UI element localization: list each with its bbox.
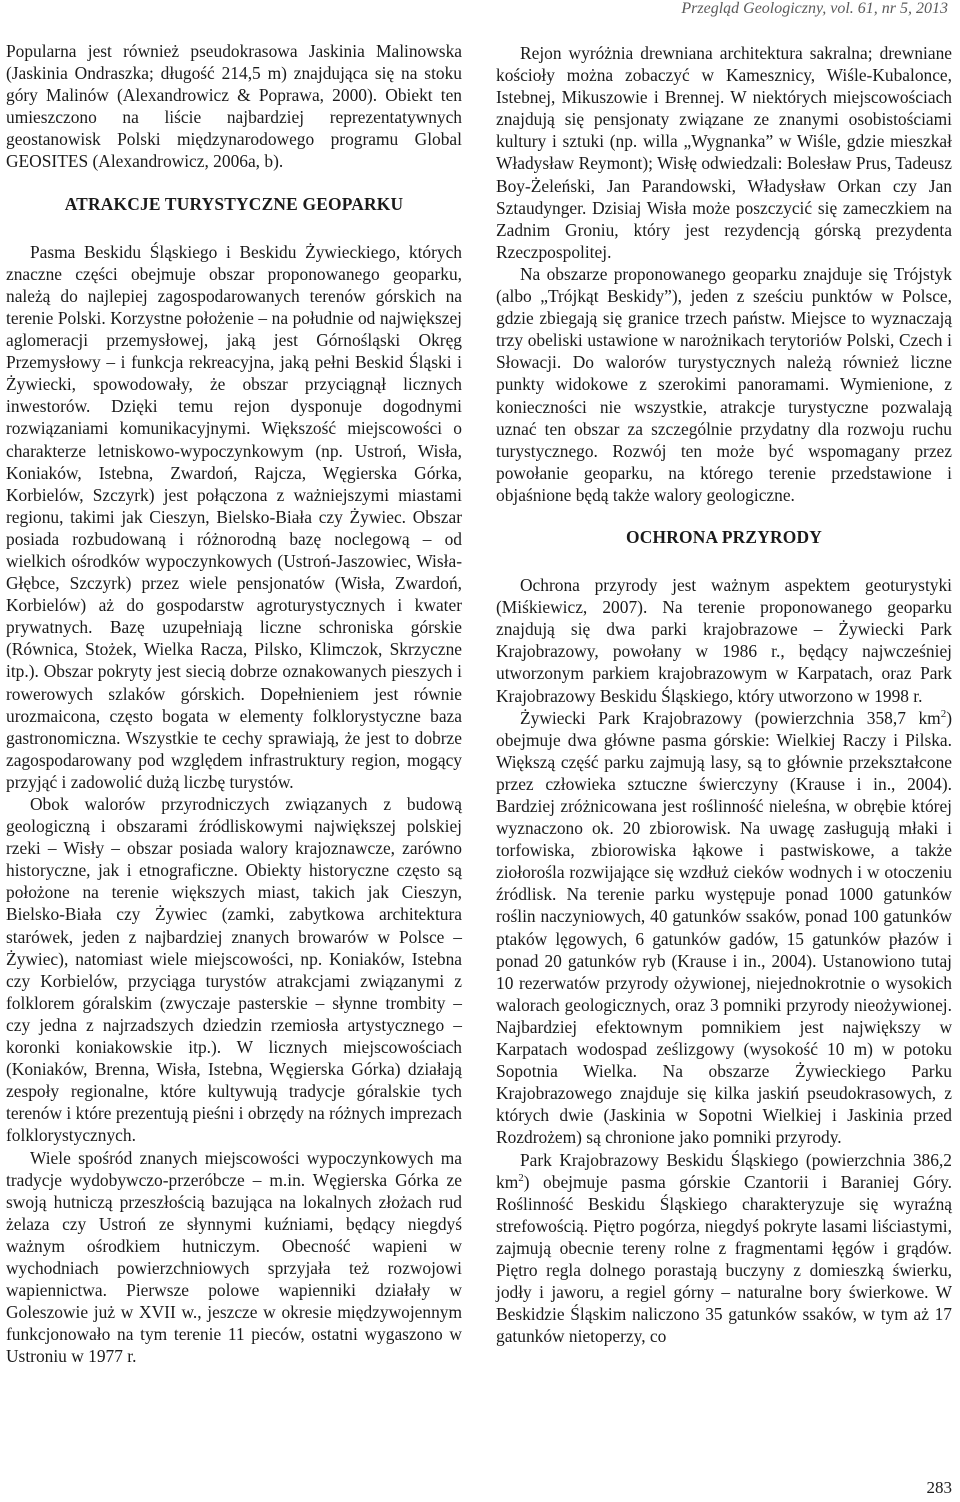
superscript: 2 — [940, 707, 947, 720]
paragraph: Pasma Beskidu Śląskiego i Beskidu Żywieckiego, których znaczne części obejmuje obszar proponowanego geoparku, należą do najlepiej zagospodarowanych terenów górskich na terenie Polski. Korzystne położenie – na południe od największej aglomeracji przemysłowej, jaką jest Górnośląski Okręg Przemysłowy – i funkcja rekreacyjna, jaką pełni Beskid Śląski i Żywiecki, spowodowały, że obszar przyciągnął licznych inwestorów. Dzięki temu rejon dysponuje dogodnymi rozwiązaniami komunikacyjnymi. Większość miejscowości o charakterze letniskowo-wypoczynkowym (np. Ustroń, Wisła, Koniaków, Istebna, Zwardoń, Rajcza, Węgierska Górka, Korbielów, Szczyrk) jest połączona z ważniejszymi miastami regionu, takimi jak Cieszyn, Bielsko-Biała czy Żywiec. Obszar posiada rozbudowaną i różnorodną bazę noclegową – od wielkich ośrodków wypoczynkowych (Ustroń-Jaszowiec, Wisła-Głębce, Szczyrk) przez wiele pensjonatów (Wisła, Zwardoń, Korbielów) aż do gospodarstw agroturystycznych i kwater prywatnych. Bazę uzupełniają liczne schroniska górskie (Równica, Stożek, Wielka Racza, Pilsko, Klimczok, Skrzyczne itp.). Obszar pokryty jest siecią dobrze oznakowanych pieszych i rowerowych szlaków górskich. Dopełnieniem jest równie urozmaicona, często bogata w elementy folklorystyczne baza gastronomiczna. Wszystkie te cechy sprawiają, że jest to dobrze zagospodarowany pod względem infrastruktury region, mogący przyjąć i zadowolić dużą liczbę turystów. — [6, 241, 462, 792]
running-header: Przegląd Geologiczny, vol. 61, nr 5, 2013 — [681, 0, 948, 17]
paragraph: Ochrona przyrody jest ważnym aspektem geoturystyki (Miśkiewicz, 2007). Na terenie proponowanego geoparku znajdują się dwa parki krajobrazowe – Żywiecki Park Krajobrazowy, powołany w 1986 r., będący najwcześniej utworzonym parkiem krajobrazowym w Karpatach, oraz Park Krajobrazowy Beskidu Śląskiego, który utworzono w 1998 r. — [496, 575, 952, 706]
text-run: Park Krajobrazowy Beskidu Śląskiego (powierzchnia 386,2 km — [496, 1149, 952, 1192]
paragraph: Na obszarze proponowanego geoparku znajduje się Trójstyk (albo „Trójkąt Beskidy”), jeden z sześciu punktów w Polsce, gdzie zbiegają się granice trzech państw. Miejsce to wyznaczają trzy obeliski ustawione w narożnikach terytoriów Polski, Czech i Słowacji. Do walorów turystycznych należą również liczne punkty widokowe z szerokimi panoramami. Wymienione, z konieczności nie wszystkie, atrakcje turystyczne pozwalają uznać ten obszar za szczególnie przydatny dla rozwoju ruchu turystycznego. Rozwój ten może być wspomagany przez powołanie geoparku, na którego terenie przedstawione i objaśnione będą także walory geologiczne. — [496, 263, 952, 505]
text-run: ) obejmuje dwa główne pasma górskie: Wielkiej Raczy i Pilska. Większą część parku zajmują lasy, są to głównie przekształcone przez człowieka sztuczne świerczyny (Krause i in., 2004). Bardziej zróżnicowana jest roślinność nieleśna, w obrębie której wyznaczono ok. 20 zbiorowisk. Na uwagę zasługują młaki i torfowiska, zbiorowiska łąkowe i pastwiskowe, a także ziołorośla rozwijające się wzdłuż cieków wodnych i w otoczeniu źródlisk. Na terenie parku występuje ponad 1000 gatunków roślin naczyniowych, 40 gatunków ssaków, ponad 100 gatunków ptaków lęgowych, 6 gatunków gadów, 15 gatunków płazów i ponad 20 gatunków ryb (Krause i in., 2004). Ustanowiono tutaj 10 rezerwatów przyrody ożywionej, niejednokrotnie o wysokich walorach geologicznych, oraz 3 pomniki przyrody nieożywionej. Najbardziej efektownym pomnikiem jest największy w Karpatach wodospad ześlizgowy (wysokość 10 m) w potoku Sopotnia Wielka. Na obszarze Żywieckiego Parku Krajobrazowego znajduje się kilka jaskiń pseudokrasowych, z których dwie (Jaskinia w Sopotni Wielkiej i Jaskinia przed Rozdrożem) są chronione jako pomniki przyrody. — [496, 707, 952, 1148]
superscript: 2 — [518, 1171, 524, 1184]
right-column — [496, 42, 952, 1347]
text-run: Żywiecki Park Krajobrazowy (powierzchnia 358,7 km — [520, 707, 941, 728]
left-column — [6, 40, 462, 1367]
text-run: ) obejmuje pasma górskie Czantorii i Baraniej Góry. Roślinność Beskidu Śląskiego charakteryzuje się wyraźną strefowością. Piętro pogórza, niegdyś pokryte lasami liściastymi, zajmują obecnie tereny rolne z fragmentami łęgów i grądów. Piętro regla dolnego porastają buczyny z domieszką świerku, jodły i jaworu, a regiel górny – naturalne bory świerkowe. W Beskidzie Śląskim naliczono 35 gatunków ssaków, w tym aż 17 gatunków nietoperzy, co — [496, 1171, 952, 1347]
section-heading-geopark-attractions: ATRAKCJE TURYSTYCZNE GEOPARKU — [64, 193, 404, 214]
page-number: 283 — [926, 1478, 952, 1497]
paragraph: Obok walorów przyrodniczych związanych z budową geologiczną i obszarami źródliskowymi największej polskiej rzeki – Wisły – obszar posiada walory krajoznawcze, zarówno historyczne, jak i etnograficzne. Obiekty historyczne często są położone na terenie większych miast, takich jak Cieszyn, Bielsko-Biała czy Żywiec (zamki, zabytkowa architektura starówek, jeden z najbardziej znanych browarów w Polsce – Żywiec), natomiast wiele miejscowości, np. Koniaków, Istebna czy Korbielów, przyciąga turystów atrakcjami związanymi z folklorem góralskim (zwyczaje pasterskie – słynne trombity – czy jedna z najrzadszych dziedzin rzemiosła artystycznego – koronki koniakowskie itp.). W licznych miejscowościach (Koniaków, Brenna, Wisła, Istebna, Węgierska Górka) działają zespoły regionalne, które kultywują tradycje góralskie tych terenów i które prezentują pieśni i obrzędy na różnych imprezach folklorystycznych. — [6, 794, 462, 1146]
paragraph: Wiele spośród znanych miejscowości wypoczynkowych ma tradycje wydobywczo-przeróbcze – m.in. Węgierska Górka ze swoją hutniczą przeszłością bazująca na lokalnych złożach rud żelaza czy Ustroń ze słynnymi kuźniami, będący niegdyś ważnym ośrodkiem hutniczym. Obecność wapieni w wychodniach powierzchniowych sprzyjała też rozwojowi wapiennictwa. Pierwsze polowe wapienniki działały w Goleszowie już w XVII w., jeszcze w okresie międzywojennym funkcjonowało na tym terenie 11 pieców, ostatni wygaszono w Ustroniu w 1977 r. — [6, 1147, 462, 1367]
paragraph: Rejon wyróżnia drewniana architektura sakralna; drewniane kościoły można zobaczyć w Kamesznicy, Wiśle-Kubalonce, Istebnej, Mikuszowie i Brennej. W niektórych miejscowościach znajdują się pensjonaty związane ze znanymi osobistościami kultury i sztuki (np. willa „Wygnanka” w Wiśle, gdzie mieszkał Władysław Reymont); Wisłę odwiedzali: Bolesław Prus, Tadeusz Boy-Żeleński, Jan Parandowski, Władysław Orkan czy Jan Sztaudynger. Dzisiaj Wisła może poszczycić się zameczkiem na Zadnim Groniu, który jest rezydencją górską prezydenta Rzeczpospolitej. — [496, 43, 952, 262]
paragraph — [496, 707, 952, 1149]
section-heading-nature-protection: OCHRONA PRZYRODY — [626, 526, 822, 547]
paragraph: Popularna jest również pseudokrasowa Jaskinia Malinowska (Jaskinia Ondraszka; długość 214,5 m) znajdująca się na stoku góry Malinów (Alexandrowicz & Poprawa, 2000). Obiekt ten umieszczono na liście najbardziej reprezentatywnych geostanowisk Polski międzynarodowego programu Global GEOSITES (Alexandrowicz, 2006a, b). — [6, 41, 462, 172]
paragraph — [496, 1149, 952, 1348]
